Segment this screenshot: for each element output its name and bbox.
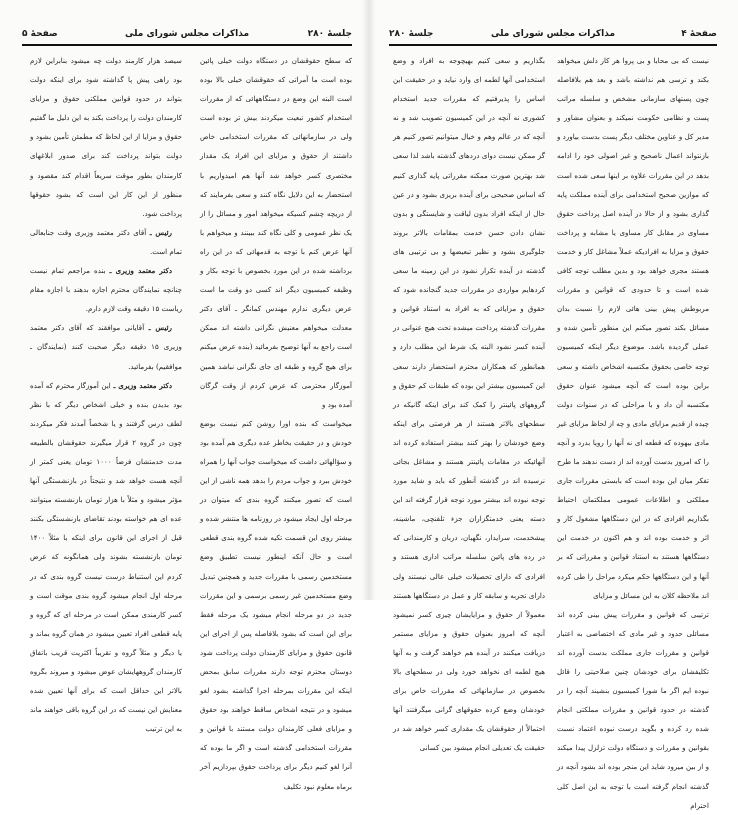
speech-paragraph bbox=[30, 318, 182, 375]
paragraph: نیست که بی محابا و بی پروا هر کار دلش میخواهد بکند و ترسی هم نداشته باشد و بعد هم بلافاصله چون پستهای سازمانی مشخص و سلسله مراتب پست و نظامی حکومت نمیکند و بعنوان مشاور و مدیر کل و عناوین مختلف دیگر پست بدست بیاورد و بازنتواند اعمال ناصحیح و غیر اصولی خود را ادامه بدهد در این مقررات علاوه بر اینها سعی شده است که موازین صحیح استخدامی برای آینده مملکت پایه گذاری بشود و از حالا در آینده اصل پرداخت حقوق مساوی در مقابل کار مساوی یا مشابه و پرداخت حقوق و مزایا به افرادیکه عملاً مشاغل کار و خدمت هستند مجری خواهد بود و بدین مطلب توجه کافی شده است و تا حدودی که قوانین و مقررات مربوطش پیش بینی هائی لازم را نسبت بدان مسائل بکند تصور میکنم این منظور تأمین شده و عملی گردیده باشد. موضوع دیگر اینکه کمیسیون توجه خاصی بحقوق مکتسبه اشخاص داشته و سعی براین بوده است که آنچه میشود عنوان حقوق مکتسبه آن داد و با مراحلی که در سنوات دولت چیده از قدیم مزایای مادی و چه از لحاظ مزایای غیر مادی بیهوده که قطعه ای نه آنها را رویا بدرد و آنچه را که امروز بدست آورده اند از دست ندهند ما طرح تفکر میان این بوده است که بابستی مقررات جاری مملکتی و اطلاعات عمومی مملکتمان احتیاط بگذاریم افرادی که در این دستگاهها مشغول کار و اثر و خدمت بوده اند و هم اکنون در خدمت این دستگاهها هستند به استناد قوانین و مقرراتی که بر آنها و این دستگاهها حکم میکرد مراحل را طی کرده اند ملاحظه کلان به این مسائل و مزایای bbox=[557, 56, 709, 600]
page-number: صفحهٔ ۵ bbox=[22, 29, 58, 39]
page-number: صفحهٔ ۴ bbox=[681, 29, 717, 39]
paragraph: بگذاریم و سعی کنیم بهیچوجه به افراد و وضع استخدامی آنها لطمه ای وارد نیاید و در حقیقت این اساس را پذیرفتیم که مقررات جدید استخدام کشوری نه آنچه در این کمیسیون تصویب شد و نه آنچه که در عالم وهم و خیال میتوانیم تصور کنیم هر گز ممکن نیست دوای دردهای گذشته باشد لذا سعی شد بهترین صورت ممکنه مقرراتی پایه گذاری کنیم که اساس صحیحی برای آینده بریزی بشود و در عین حال از اینکه افراد بدون لیاقت و شایستگی و بدون نشان دادن حسن خدمت بمقامات بالاتر بروند جلوگیری بشود و نظیر تبعیضها و بی ترتیبی های گذشته در آینده تکرار نشود در این زمینه ما سعی کردهایم مواردی در مقررات جدید گنجانده شود که حقوق و مزایائی که به افراد به استناد قوانین و مقررات گذشته پرداخت میشده تحت هیچ عنوانی در آینده کسر نشود البته یک شرط این مطلب دارد و همانطور که همکاران محترم استحضار دارند سعی این کمیسیون بیشتر این بوده که طبقات کم حقوق و گروههای پائینتر را کمک کند برای اینکه گانیکه در سطحهای بالاتر هستند از هر فرصتی برای اینکه وضع خودشان را بهتر کنند بیشتر استفاده کرده اند آنهائیکه در مقامات پائینتر هستند و مشاغل بجائی نرسیده اند در گذشته آنطور که باید و شاید مورد توجه نبوده اند بیشتر مورد توجه قرار گرفته اند این دسته یعنی خدمتگزاران جزء تلفنچی، ماشینه، پیشخدمت، سرایدار، نگهبان، دربان و کارمندانی که در رده های پائین سلسله مراتب اداری هستند و افرادی که دارای تحصیلات خیلی عالی نیستند ولی دارای تجربه و سابقه کار و عمل در دستگاهها هستند معمولاً از حقوق و مزایایشان چیزی کسر نمیشود آنچه که امروز بعنوان حقوق و مزایای مستمر دریافت میکنند در آینده هم خواهند گرفت و به آنها هیچ لطمه ای نخواهد خورد ولی در سطحهای بالا بخصوص در سازمانهائی که مقررات خاص برای خودشان وضع کرده حقوقهای گرانی میگرفتند آنها احتمالاً از حقوقشان یک مقداری کسر خواهد شد در حقیقت یک تعدیلی انجام میشود بین کسانی bbox=[393, 56, 545, 753]
speech-paragraph bbox=[30, 376, 182, 739]
speaker-name: دکتر معتمد وزیری ـ bbox=[113, 380, 172, 390]
paragraph: ترتیبی که قوانین و مقررات پیش بینی کرده اند مسائلی حدود و غیر مادی که اختصاصی به اعتبار قوانین و مقررات جاری مملکت بدست آورده اند تکلیفشان برای خودشان چنین صلاحیتی را قائل نبوده ایم اگر ما شورا کمیسیون بنشیند آنچه را در گذشته در حدود قوانین و مقررات مملکتی انجام شده رد کرده و بگوید درست نبوده اعتماد نسبت بقوانین و مقررات و دستگاه دولت تزلزل پیدا میکند و از بین میرود شاید این منجر بوده اند بشود آنچه در گذشته انجام گرفته است با توجه به این اصل کلی احترام bbox=[557, 609, 709, 810]
paragraph: سیصد هزار کارمند دولت چه میشود بنابراین لازم بود راهی پیش پا گذاشته شود برای اینکه دولت بتواند در حدود قوانین مملکتی حقوق و مزایای کارمندان دولت را پرداخت بکند به این دلیل ما گفتیم حقوق و مزایا از این لحاظ که مطمئن تأمین بشود و دولت بتواند پرداخت کند برای صدور ابلاغهای کارمندان بطور موقت سریعاً اقدام کند مقصود و منظور از این کار این است که بشود حقوقها پرداخت شود. bbox=[30, 56, 182, 218]
header-rule bbox=[22, 44, 352, 46]
speech-text: بنده مراجعم تمام نیست چنانچه نمایندگان محترم اجازه بدهند با اجازه مقام ریاست ۱۵ دقیقه وقت لازم دارم. bbox=[30, 266, 182, 314]
right-page bbox=[369, 0, 738, 810]
speech-text: این آموزگار محترم که آمده بود بدیدن بنده و خیلی اشخاص دیگر که با نظر لطف درس گرفتند و یا شخصاً آمدند فکر میکردند چون در گروه ۲ قرار میگیرند حقوقشان بالطبیعه مدت خدمتشان فرضاً ۱۰۰۰ تومان یعنی کمتر از آنچه هست خواهد شد و نتیجتاً در بازنشستگی آنها مؤثر میشود و مثلاً با هزار تومان بازنشسته میتوانند عده ای هم خواسته بودند تقاضای بازنشستگی بکنند قبل از اجرای این قانون برای اینکه با مثلاً ۱۴۰۰ تومان بازنشسته بشوند ولی همانگونه که عرض کردم این استنباط درست نیست گروه بندی که در مرحله اول انجام میشود گروه بندی موقت است و کسر کارمندی ممکن است در مرحله ای که گروه و پایه قطعی افراد تعیین میشود در همان گروه بماند و یا دیگر و مثلاً گروه و تقریباً اکثریت قریب باتفاق کارمندان گروههایشان عوض میشود و میروند بگروه بالاتر این حداقل است که برای آنها تعیین شده معنایش این نیست که در این گروه باقی خواهند ماند به این ترتیب bbox=[30, 380, 182, 734]
session-number: جلسهٔ ۲۸۰ bbox=[307, 29, 352, 39]
speaker-name: رئیس ـ bbox=[149, 227, 172, 237]
paragraph: که سطح حقوقشان در دستگاه دولت خیلی پائین بوده است ما آمراتی که حقوقشان خیلی بالا بوده است البته این وضع در دستگاههائی که از مقررات استخدام کشور تبعیت میکردند بیش تر بوده است ولی در سازمانهائی که مقررات استخدامی خاص داشتند از حقوق و مزایای این افراد یک مقدار مختصری کسر خواهد شد آنها هم امیدواریم با استحضار به این دلایل نگاه کنند و سعی بفرمایند که از دریچه چشم کسیکه میخواهد امور و مسائل را از یک نظر عمومی و کلی نگاه کند ببینند و میخواهم با آنها عرض کنم با توجه به قدمهائی که در این راه برداشته شده در این مورد بخصوص با توجه بکار و وظیفه کمیسیون دیگر اند کسی دو وقت ما است عرض دیگری ندارم مهندس کمانگر ـ آقای دکتر معدلت میخواهم معنیش نگرانی داشته اند ممکن است راجع به آنها توضیح بفرمائید (بنده عرض میکنم برای هیچ گروه و طبقه ای جای نگرانی نباشد همین آموزگار محترمی که عرض کردم از وقت گرگان آمده بود و bbox=[200, 56, 352, 409]
publication-title: مذاکرات مجلس شورای ملی bbox=[124, 29, 250, 39]
page-header bbox=[389, 29, 717, 43]
speech-text: آقای دکتر معتمد وزیری وقت جنابعالی تمام است. bbox=[30, 227, 182, 256]
speech-paragraph bbox=[30, 223, 182, 261]
text-column-right bbox=[557, 51, 709, 815]
speaker-name: رئیس ـ bbox=[148, 323, 172, 333]
speaker-name: دکتر معتمد وزیری ـ bbox=[109, 266, 172, 276]
text-column-left bbox=[393, 51, 545, 757]
page-header bbox=[22, 29, 352, 43]
session-number: جلسهٔ ۲۸۰ bbox=[389, 29, 434, 39]
left-page bbox=[0, 0, 369, 791]
speech-paragraph bbox=[30, 261, 182, 318]
header-rule bbox=[389, 44, 717, 46]
publication-title: مذاکرات مجلس شورای ملی bbox=[490, 29, 616, 39]
text-column-left bbox=[30, 51, 182, 738]
text-column-right bbox=[200, 51, 352, 796]
paragraph: میخواست که بنده اورا روشن کنم نیست بوضع خودش و در حقیقت بخاطر عده دیگری هم آمده بود و سؤالهائی داشت که میخواست جواب آنها را همراه خودش ببرد و جواب مردم را بدهد همه ناشی از این است که تصور میکنند گروه بندی که میتوان در مرحله اول ایجاد میشود در روزنامه ها منتشر شده و بیشتر روی این قسمت تکیه شده گروه بندی قطعی است و حال آنکه اینطور نیست تطبیق وضع مستخدمین رسمی با مقررات جدید و همچنین تبدیل وضع مستخدمین غیر رسمی برسمی و این مقررات جدید در دو مرحله انجام میشود یک مرحله فقط برای این است که بشود بلافاصله پس از اجرای این قانون حقوق و مزایای کارمندان دولت پرداخت شود دوستان محترم توجه دارند مقررات سابق بمحض اینکه این مقررات بمرحله اجرا گذاشته بشود لغو میشود و در نتیجه اشخاص ساقط خواهند بود حقوق و مزایای فعلی کارمندان دولت مستند با قوانین و مقررات استخدامی گذشته است و اگر ما بوده که آنرا لغو کنیم دیگر برای پرداخت حقوق بپردازیم آخر برماه معلوم نبود تکلیف bbox=[200, 418, 352, 791]
speech-text: آقایانی موافقند که آقای دکتر معتمد وزیری ۱۵ دقیقه دیگر صحبت کنند (نمایندگان ـ موافقیم) بفرمائید. bbox=[30, 323, 182, 371]
